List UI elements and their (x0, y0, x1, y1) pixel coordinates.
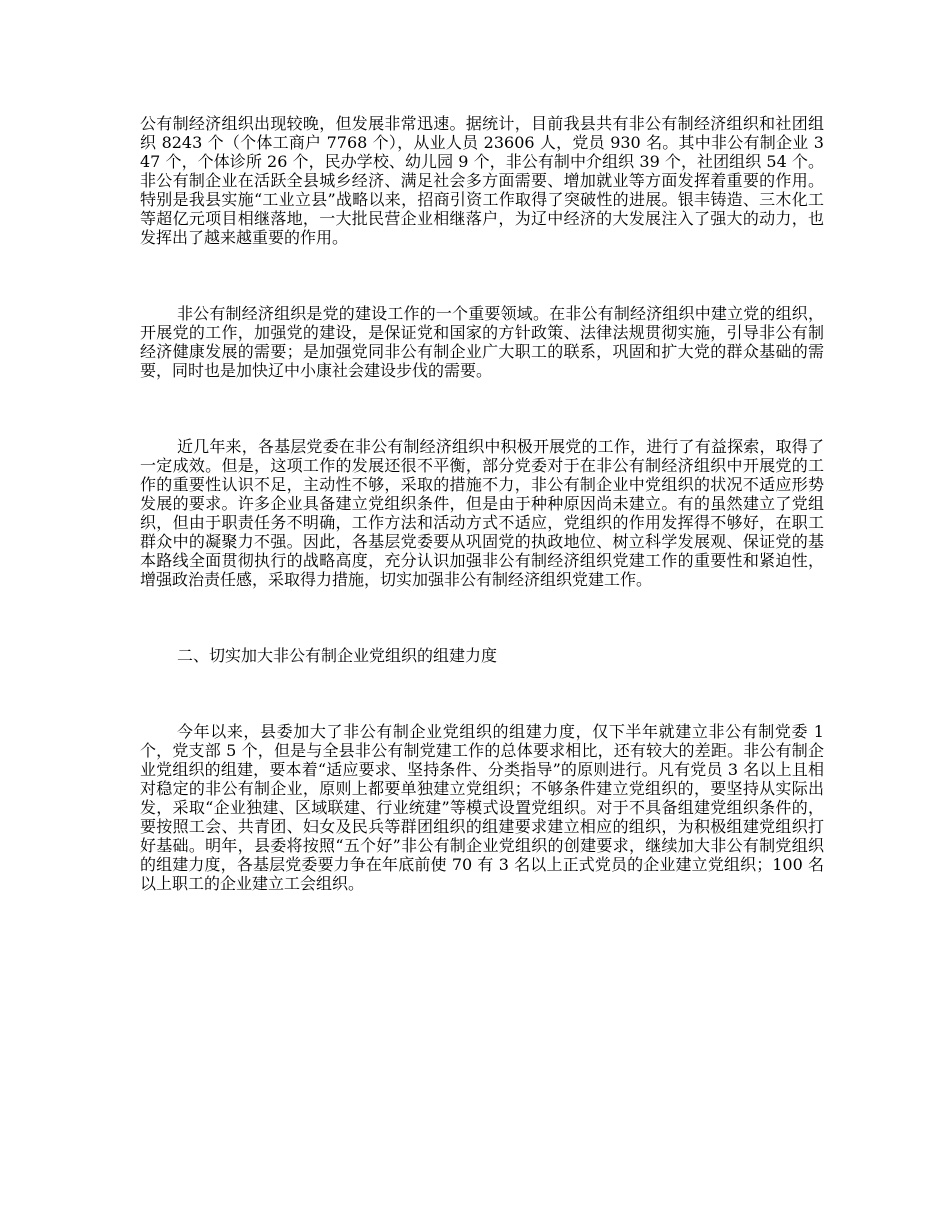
paragraph-economic-overview: 公有制经济组织出现较晚，但发展非常迅速。据统计，目前我县共有非公有制经济组织和社团组织 8243 个（个体工商户 7768 个），从业人员 23606 人，党员 930 名。其中非公有制企业 347 个，个体诊所 26 个，民办学校、幼儿园 9 个，非公有制中介组织 39 个，社团组织 54 个。非公有制企业在活跃全县城乡经济、满足社会多方面需要、增加就业等方面发挥着重要的作用。特别是我县实施“工业立县”战略以来，招商引资工作取得了突破性的进展。银丰铸造、三木化工等超亿元项目相继落地，一大批民营企业相继落户，为辽中经济的大发展注入了强大的动力，也发挥出了越来越重要的作用。 (140, 114, 824, 247)
paragraph-organization-plan: 今年以来，县委加大了非公有制企业党组织的组建力度，仅下半年就建立非公有制党委 1 个，党支部 5 个，但是与全县非公有制党建工作的总体要求相比，还有较大的差距。非公有制企业党组织的组建，要本着“适应要求、坚持条件、分类指导”的原则进行。凡有党员 3 名以上且相对稳定的非公有制企业，原则上都要单独建立党组织；不够条件建立党组织的，要坚持从实际出发，采取“企业独建、区域联建、行业统建”等模式设置党组织。对于不具备组建党组织条件的，要按照工会、共青团、妇女及民兵等群团组织的组建要求建立相应的组织，为积极组建党组织打好基础。明年，县委将按照“五个好”非公有制企业党组织的创建要求，继续加大非公有制党组织的组建力度，各基层党委要力争在年底前使 70 有 3 名以上正式党员的企业建立党组织；100 名以上职工的企业建立工会组织。 (140, 722, 824, 893)
paragraph-current-problems: 近几年来，各基层党委在非公有制经济组织中积极开展党的工作，进行了有益探索，取得了一定成效。但是，这项工作的发展还很不平衡，部分党委对于在非公有制经济组织中开展党的工作的重要性认识不足，主动性不够，采取的措施不力，非公有制企业中党组织的状况不适应形势发展的要求。许多企业具备建立党组织条件，但是由于种种原因尚未建立。有的虽然建立了党组织，但由于职责任务不明确，工作方法和活动方式不适应，党组织的作用发挥得不够好，在职工群众中的凝聚力不强。因此，各基层党委要从巩固党的执政地位、树立科学发展观、保证党的基本路线全面贯彻执行的战略高度，充分认识加强非公有制经济组织党建工作的重要性和紧迫性，增强政治责任感，采取得力措施，切实加强非公有制经济组织党建工作。 (140, 437, 824, 589)
section-heading: 二、切实加大非公有制企业党组织的组建力度 (177, 646, 498, 665)
document-page (140, 114, 824, 893)
paragraph-party-building-importance: 非公有制经济组织是党的建设工作的一个重要领域。在非公有制经济组织中建立党的组织，开展党的工作，加强党的建设，是保证党和国家的方针政策、法律法规贯彻实施，引导非公有制经济健康发展的需要；是加强党同非公有制企业广大职工的联系，巩固和扩大党的群众基础的需要，同时也是加快辽中小康社会建设步伐的需要。 (140, 304, 824, 380)
